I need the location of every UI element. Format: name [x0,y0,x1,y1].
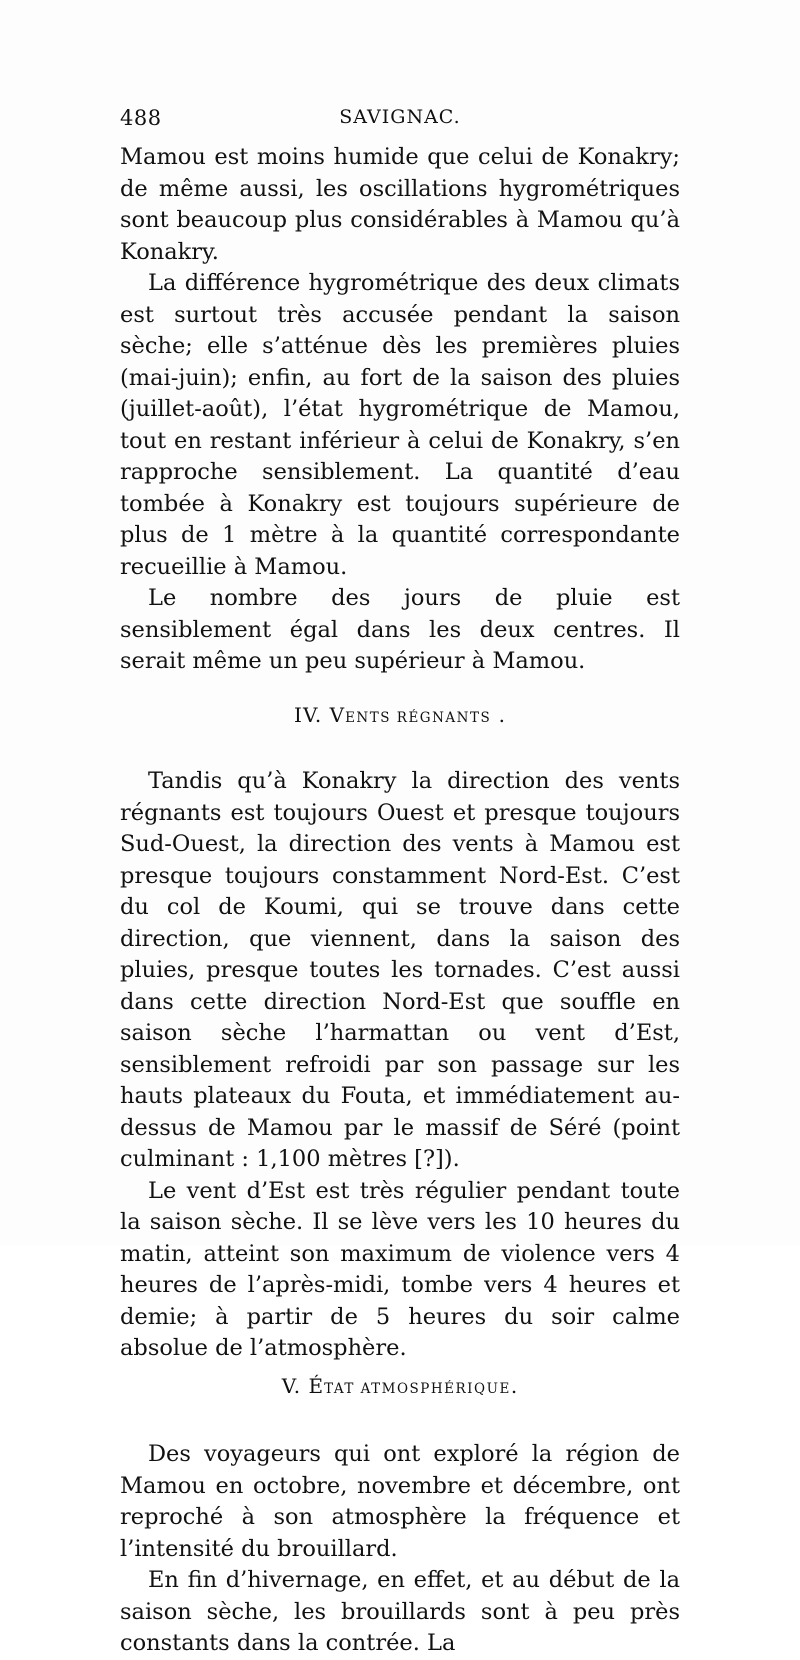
paragraph: Tandis qu’à Konakry la direction des vents régnants est toujours Ouest et presque toujours Sud-Ouest, la direction des vents à Mamou est presque toujours constamment Nord-Est. C’est du col de Koumi, qui se trouve dans cette direction, que viennent, dans la saison des pluies, presque toutes les tornades. C’est aussi dans cette direction Nord-Est que souffle en saison sèche l’harmattan ou vent d’Est, sensiblement refroidi par son passage sur les hauts plateaux du Fouta, et immédiatement au-dessus de Mamou par le massif de Séré (point culminant : 1,100 mètres [?]). [120,768,680,1172]
section-numeral: IV. [294,702,323,727]
section-title-initial: V [329,702,346,727]
page-number: 488 [120,106,162,130]
body-text [120,142,680,1660]
section-title: TAT ATMOSPHÉRIQUE [324,1380,511,1397]
section-numeral: V. [281,1373,302,1398]
section-title: ENTS RÉGNANTS [345,709,492,726]
section-title-suffix: . [510,1373,519,1398]
page-header [120,106,680,136]
section-heading-v [120,1371,680,1406]
paragraph: En fin d’hivernage, en effet, et au début de la saison sèche, les brouillards sont à peu près constants dans la contrée. La [120,1567,680,1656]
paragraph-continued: Mamou est moins humide que celui de Konakry; de même aussi, les oscillations hygrométriques sont beaucoup plus considérables à Mamou qu’à Konakry. [120,144,680,265]
paragraph: Le nombre des jours de pluie est sensiblement égal dans les deux centres. Il serait même un peu supérieur à Mamou. [120,585,680,674]
section-title-suffix: . [498,702,506,727]
paragraph: La différence hygrométrique des deux climats est surtout très accusée pendant la saison sèche; elle s’atténue dès les premières pluies (mai-juin); enfin, au fort de la saison des pluies (juillet-août), l’état hygrométrique de Mamou, tout en restant inférieur à celui de Konakry, s’en rapproche sensiblement. La quantité d’eau tombée à Konakry est toujours supérieure de plus de 1 mètre à la quantité correspondante recueillie à Mamou. [120,270,680,580]
running-head: SAVIGNAC. [339,106,461,128]
paragraph: Le vent d’Est est très régulier pendant toute la saison sèche. Il se lève vers les 10 heures du matin, atteint son maximum de violence vers 4 heures de l’après-midi, tombe vers 4 heures et demie; à partir de 5 heures du soir calme absolue de l’atmosphère. [120,1177,680,1361]
section-heading-iv [120,700,680,735]
paragraph: Des voyageurs qui ont exploré la région de Mamou en octobre, novembre et décembre, ont reproché à son atmosphère la fréquence et l’intensité du brouillard. [120,1441,680,1562]
section-title-initial: É [308,1373,325,1398]
